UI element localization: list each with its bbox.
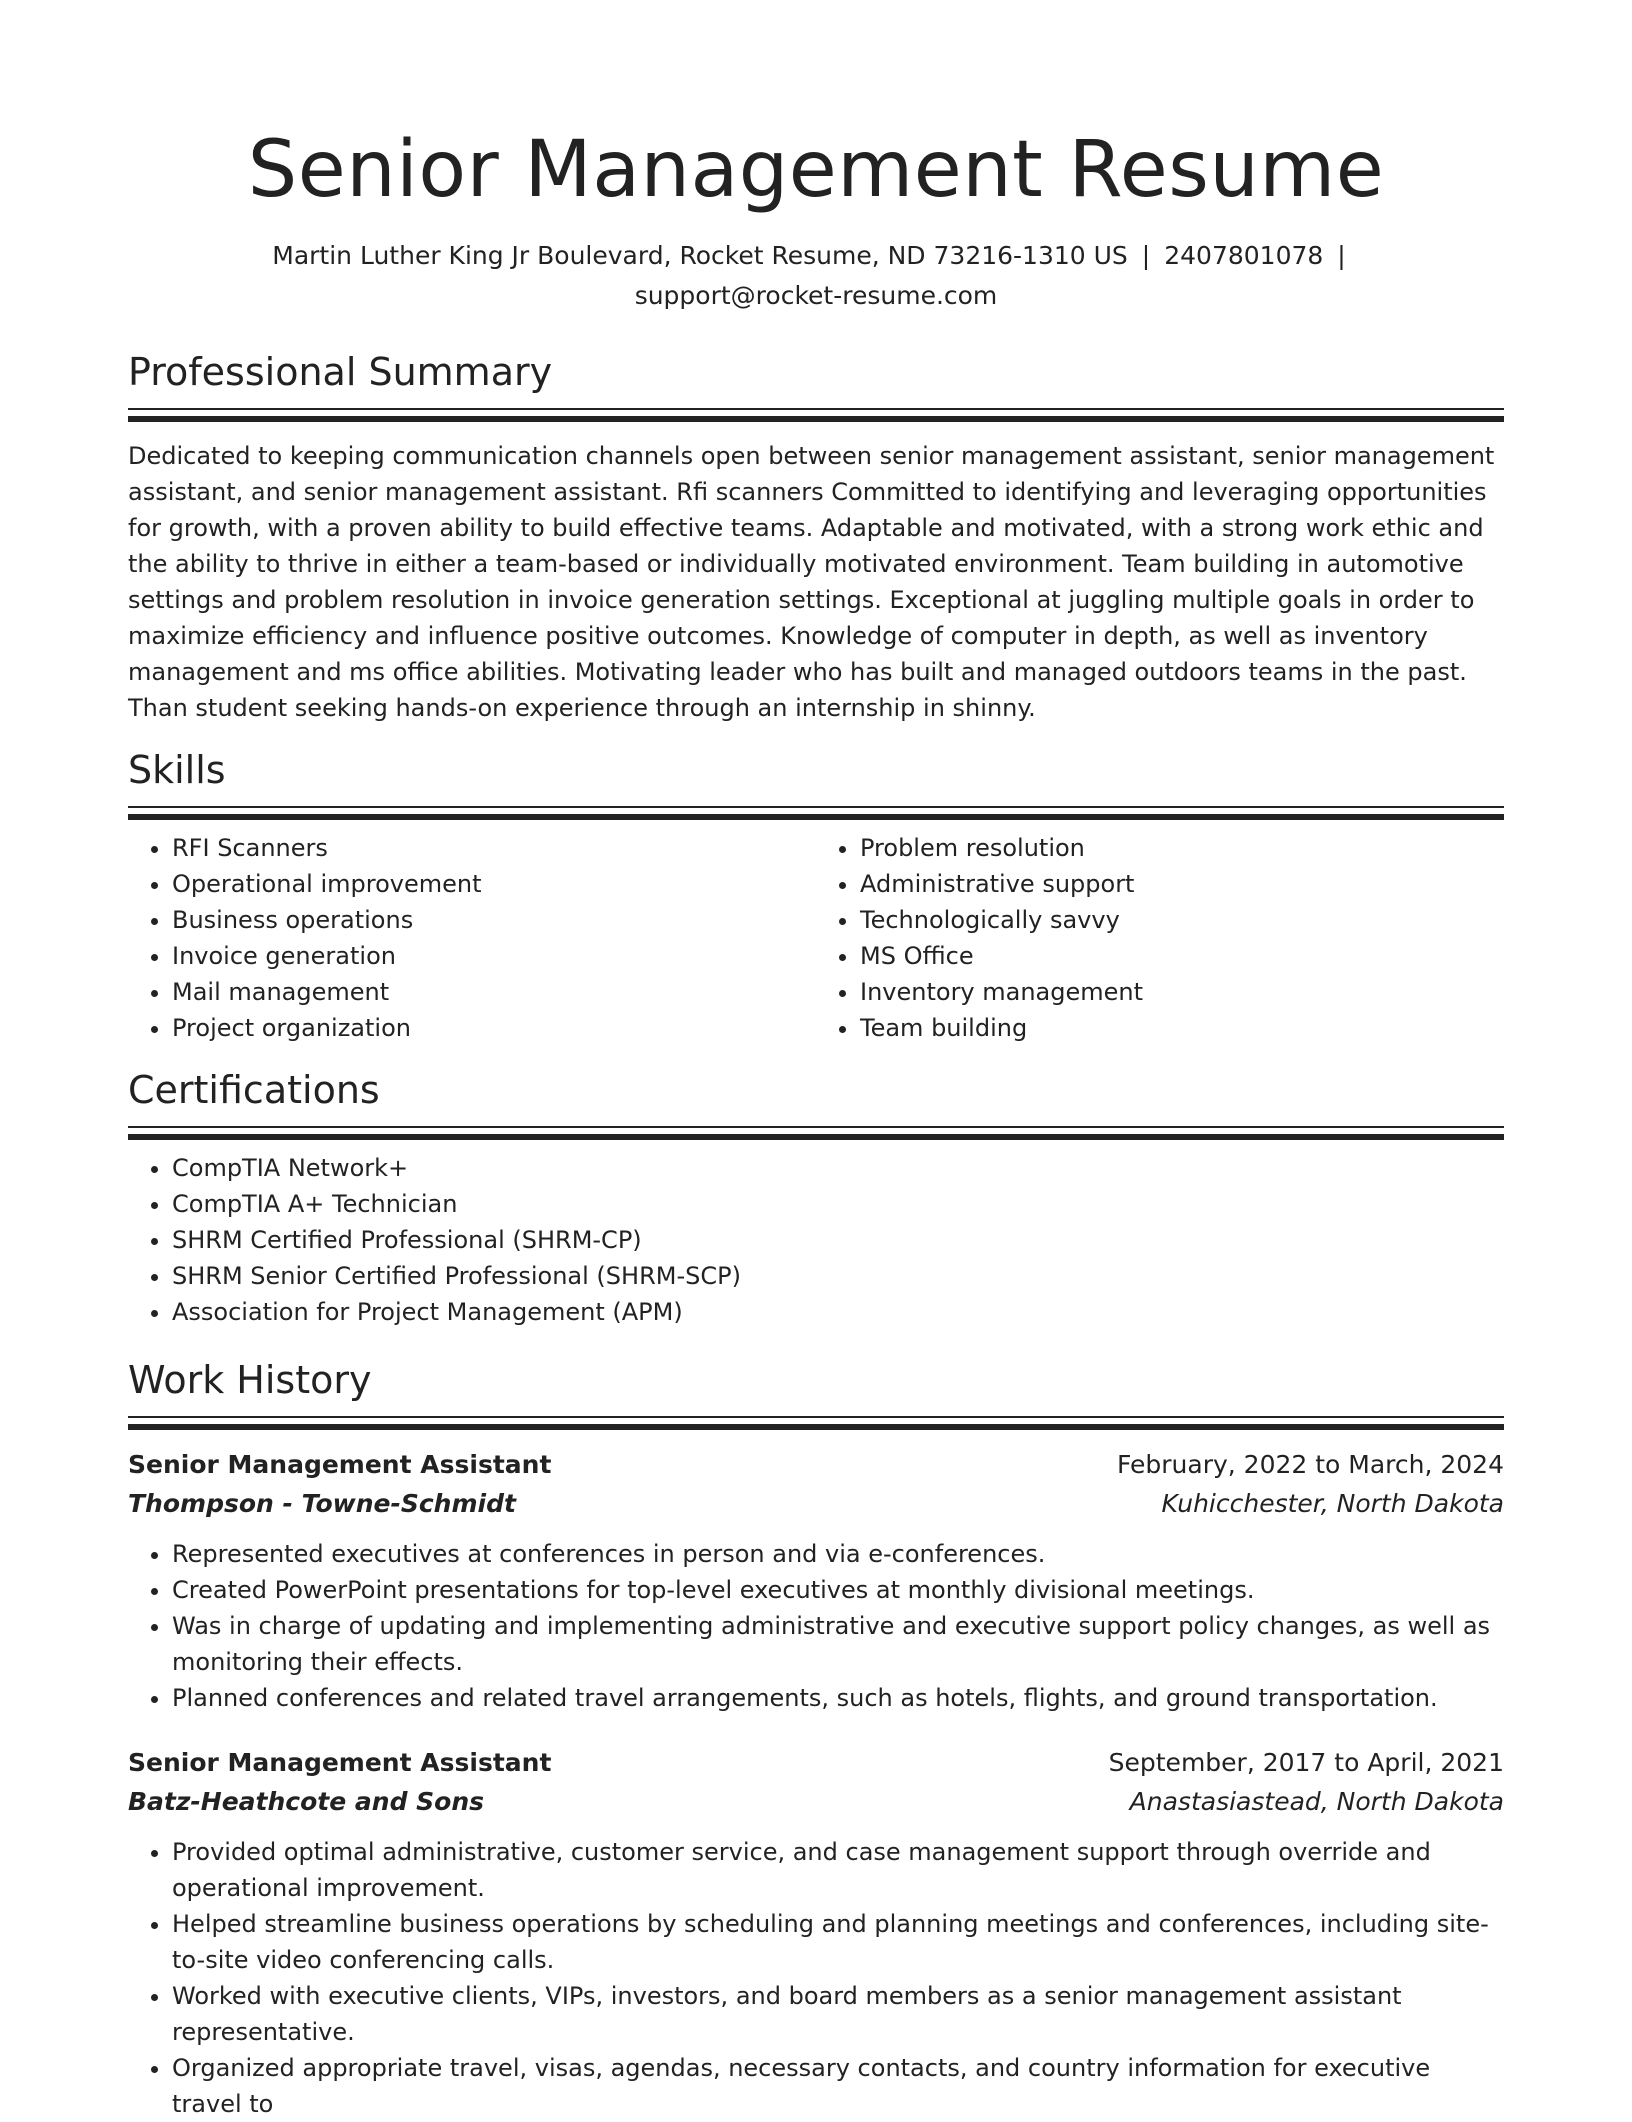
skill-item: • RFI Scanners (172, 830, 816, 866)
job-duty: • Represented executives at conferences in person and via e-conferences. (172, 1536, 1504, 1572)
job-location: Anastasiastead, North Dakota (1129, 1787, 1504, 1816)
section-divider (128, 408, 1504, 424)
skill-item: • Team building (860, 1010, 1504, 1046)
job-duty: • Was in charge of updating and implementing administrative and executive support policy changes, as well as monitoring their effects. (172, 1608, 1504, 1680)
contact-email: support@rocket-resume.com (634, 281, 998, 310)
skills-section (128, 744, 1504, 1046)
skills-heading: Skills (128, 748, 226, 792)
certification-item: • SHRM Certified Professional (SHRM-CP) (172, 1222, 1504, 1258)
contact-phone: 2407801078 (1164, 241, 1324, 270)
skill-item: • Operational improvement (172, 866, 816, 902)
job-duty: • Provided optimal administrative, customer service, and case management support through override and operational improvement. (172, 1834, 1504, 1906)
job-duties-list (128, 1834, 1504, 2122)
resume-title: Senior Management Resume (247, 125, 1385, 215)
skills-grid (128, 830, 1504, 1046)
skill-item: • Business operations (172, 902, 816, 938)
job-dates: September, 2017 to April, 2021 (1108, 1748, 1504, 1777)
job-duty: • Organized appropriate travel, visas, agendas, necessary contacts, and country information for executive travel to (172, 2050, 1504, 2122)
resume-page (128, 0, 1504, 2122)
section-divider (128, 806, 1504, 822)
certification-item: • Association for Project Management (APM) (172, 1294, 1504, 1330)
contact-separator: | (1337, 241, 1346, 270)
contact-separator: | (1141, 241, 1151, 270)
job-duty: • Created PowerPoint presentations for top-level executives at monthly divisional meetings. (172, 1572, 1504, 1608)
job-duty: • Planned conferences and related travel arrangements, such as hotels, flights, and ground transportation. (172, 1680, 1504, 1716)
certification-item: • CompTIA Network+ (172, 1150, 1504, 1186)
skill-item: • Technologically savvy (860, 902, 1504, 938)
skills-list-right (816, 830, 1504, 1046)
certifications-list (128, 1150, 1504, 1330)
job-entry (128, 1744, 1504, 2122)
job-title: Senior Management Assistant (128, 1450, 552, 1479)
job-duties-list (128, 1536, 1504, 1716)
section-divider (128, 1416, 1504, 1432)
work-history-heading: Work History (128, 1358, 372, 1402)
skill-item: • Mail management (172, 974, 816, 1010)
summary-text: Dedicated to keeping communication channels open between senior management assistant, senior management assistant, and senior management assistant. Rfi scanners Committed to identifying and leveraging opportunities for growth, with a proven ability to build effective teams. Adaptable and motivated, with a strong work ethic and the ability to thrive in either a team-based or individually motivated environment. Team building in automotive settings and problem resolution in invoice generation settings. Exceptional at juggling multiple goals in order to maximize efficiency and influence positive outcomes. Knowledge of computer in depth, as well as inventory management and ms office abilities. Motivating leader who has built and managed outdoors teams in the past. Than student seeking hands-on experience through an internship in shinny. (128, 442, 1495, 722)
summary-heading: Professional Summary (128, 350, 553, 394)
skill-item: • MS Office (860, 938, 1504, 974)
skill-item: • Problem resolution (860, 830, 1504, 866)
job-dates: February, 2022 to March, 2024 (1116, 1450, 1504, 1479)
certifications-section (128, 1064, 1504, 1330)
summary-section (128, 346, 1504, 726)
job-company: Thompson - Towne-Schmidt (128, 1489, 516, 1518)
skill-item: • Project organization (172, 1010, 816, 1046)
contact-address: Martin Luther King Jr Boulevard, Rocket Resume, ND 73216-1310 US (272, 241, 1128, 270)
skill-item: • Invoice generation (172, 938, 816, 974)
section-divider (128, 1126, 1504, 1142)
job-duty: • Worked with executive clients, VIPs, investors, and board members as a senior management assistant representative. (172, 1978, 1504, 2050)
job-duty: • Helped streamline business operations by scheduling and planning meetings and conferences, including site-to-site video conferencing calls. (172, 1906, 1504, 1978)
contact-info (128, 236, 1504, 316)
certification-item: • CompTIA A+ Technician (172, 1186, 1504, 1222)
job-entry (128, 1446, 1504, 1716)
certifications-heading: Certifications (128, 1068, 380, 1112)
skill-item: • Inventory management (860, 974, 1504, 1010)
job-title: Senior Management Assistant (128, 1748, 552, 1777)
work-history-section (128, 1354, 1504, 2122)
job-location: Kuhicchester, North Dakota (1161, 1489, 1504, 1518)
skills-list-left (128, 830, 816, 1046)
job-company: Batz-Heathcote and Sons (128, 1787, 485, 1816)
skill-item: • Administrative support (860, 866, 1504, 902)
certification-item: • SHRM Senior Certified Professional (SHRM-SCP) (172, 1258, 1504, 1294)
